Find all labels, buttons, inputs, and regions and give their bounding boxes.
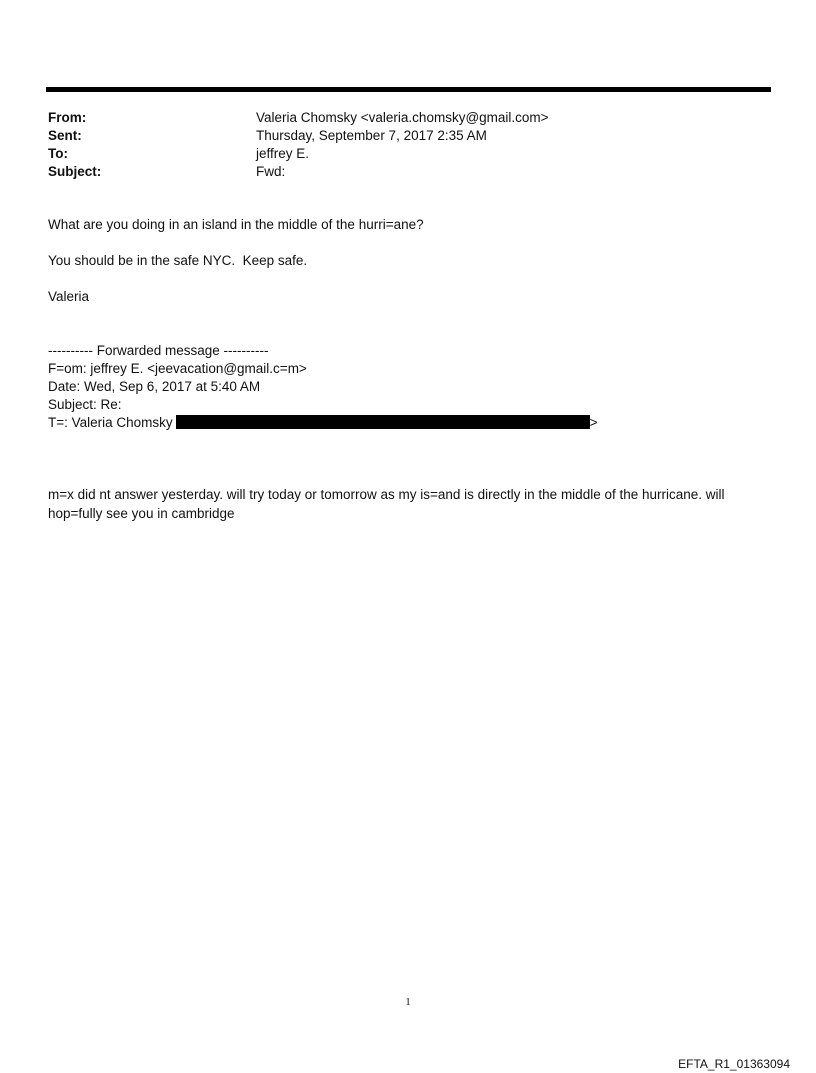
forward-to-suffix: > — [589, 415, 598, 430]
body-line-2: You should be in the safe NYC. Keep safe. — [48, 253, 308, 268]
subject-value: Fwd: — [256, 164, 286, 179]
forward-to-prefix: T=: Valeria Chomsky — [48, 415, 173, 430]
forward-date: Date: Wed, Sep 6, 2017 at 5:40 AM — [48, 379, 261, 394]
forwarded-message — [48, 342, 598, 432]
forward-from: F=om: jeffrey E. <jeevacation@gmail.c=m> — [48, 361, 307, 376]
bates-number: EFTA_R1_01363094 — [678, 1057, 790, 1071]
page-number: 1 — [405, 996, 411, 1008]
reply-text: m=x did nt answer yesterday. will try today or tomorrow as my is=and is directly in the middle of the hurricane. will hop=fully see you in cambridge — [48, 487, 725, 521]
from-label: From: — [48, 110, 87, 125]
sent-label: Sent: — [48, 128, 82, 143]
subject-label: Subject: — [48, 164, 102, 179]
forward-to — [48, 414, 598, 432]
from-value: Valeria Chomsky <valeria.chomsky@gmail.com> — [256, 110, 549, 125]
to-value: jeffrey E. — [256, 146, 310, 161]
forward-separator: ---------- Forwarded message ---------- — [48, 343, 269, 358]
sent-row — [48, 127, 768, 145]
redaction-bar — [176, 415, 590, 429]
header-divider — [46, 87, 771, 92]
body-line-1: What are you doing in an island in the middle of the hurri=ane? — [48, 217, 424, 232]
subject-row — [48, 163, 768, 181]
forward-subject: Subject: Re: — [48, 397, 122, 412]
email-header — [48, 109, 768, 181]
signature: Valeria — [48, 289, 90, 304]
to-row — [48, 145, 768, 163]
sent-value: Thursday, September 7, 2017 2:35 AM — [256, 128, 487, 143]
from-row — [48, 109, 768, 127]
to-label: To: — [48, 146, 68, 161]
